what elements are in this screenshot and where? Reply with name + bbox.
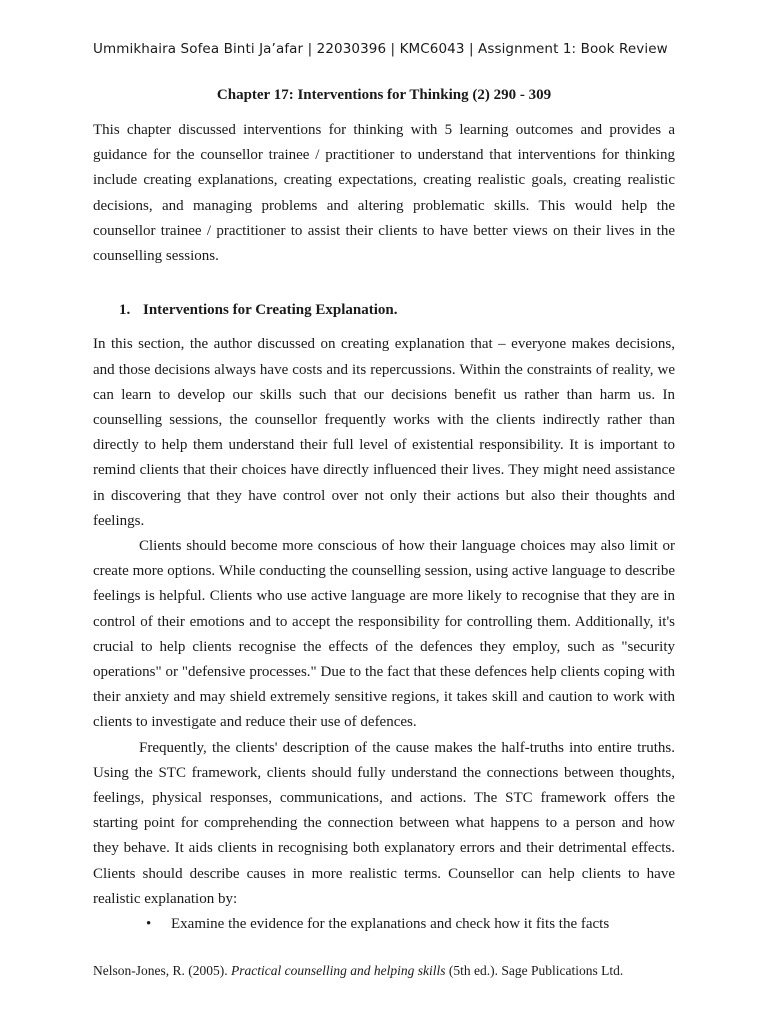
- citation-rest: (5th ed.). Sage Publications Ltd.: [445, 963, 624, 978]
- page-footer-citation: [93, 963, 623, 979]
- bullet-marker: •: [146, 916, 152, 933]
- bullet-item: [93, 912, 675, 937]
- chapter-title: Chapter 17: Interventions for Thinking (2) 290 - 309: [216, 87, 552, 103]
- section-paragraph-1: In this section, the author discussed on creating explanation that – everyone makes decisions, and those decisions always have costs and its repercussions. Within the constraints of reality, we can learn to develop our skills such that our decisions benefit us rather than harm us. In counselling sessions, the counsellor frequently works with the clients indirectly rather than directly to help them understand their full level of existential responsibility. It is important to remind clients that their choices have directly influenced their lives. They might need assistance in discovering that they have control over not only their actions but also their thoughts and feelings.: [93, 336, 675, 529]
- section-paragraph-2: Clients should become more conscious of how their language choices may also limit or create more options. While conducting the counselling session, using active language to describe feelings is helpful. Clients who use active language are more likely to recognise that they are in control of their emotions and to accept the responsibility for controlling them. Additionally, it's crucial to help clients recognise the effects of the defences they employ, such as "security operations" or "defensive processes." Due to the fact that these defences help clients coping with their anxiety and may shield extremely sensitive regions, it takes skill and caution to work with clients to investigate and reduce their use of defences.: [93, 538, 675, 731]
- section-heading: [119, 298, 675, 323]
- bullet-list: [93, 912, 675, 937]
- section-heading-text: Interventions for Creating Explanation.: [143, 302, 398, 319]
- page-body: [93, 118, 675, 937]
- intro-paragraph: This chapter discussed interventions for thinking with 5 learning outcomes and provides a guidance for the counsellor trainee / practitioner to understand that interventions for thinking include creating explanations, creating expectations, creating realistic goals, creating realistic decisions, and managing problems and altering problematic skills. This would help the counsellor trainee / practitioner to assist their clients to have better views on their lives in the counselling sessions.: [93, 122, 675, 265]
- section-number: 1.: [119, 302, 131, 319]
- bullet-text: Examine the evidence for the explanations and check how it fits the facts: [171, 916, 610, 933]
- section-paragraph-3: Frequently, the clients' description of the cause makes the half-truths into entire truths. Using the STC framework, clients should fully understand the connections between thoughts, feelings, physical responses, communications, and actions. The STC framework offers the starting point for comprehending the connection between what happens to a person and how they behave. It aids clients in recognising both explanatory errors and their detrimental effects. Clients should describe causes in more realistic terms. Counsellor can help clients to have realistic explanation by:: [93, 739, 675, 907]
- citation-author: Nelson-Jones, R. (2005).: [93, 963, 231, 978]
- page-header: Ummikhaira Sofea Binti Ja’afar | 22030396 | KMC6043 | Assignment 1: Book Review: [93, 41, 668, 57]
- citation-title: Practical counselling and helping skills: [231, 963, 446, 978]
